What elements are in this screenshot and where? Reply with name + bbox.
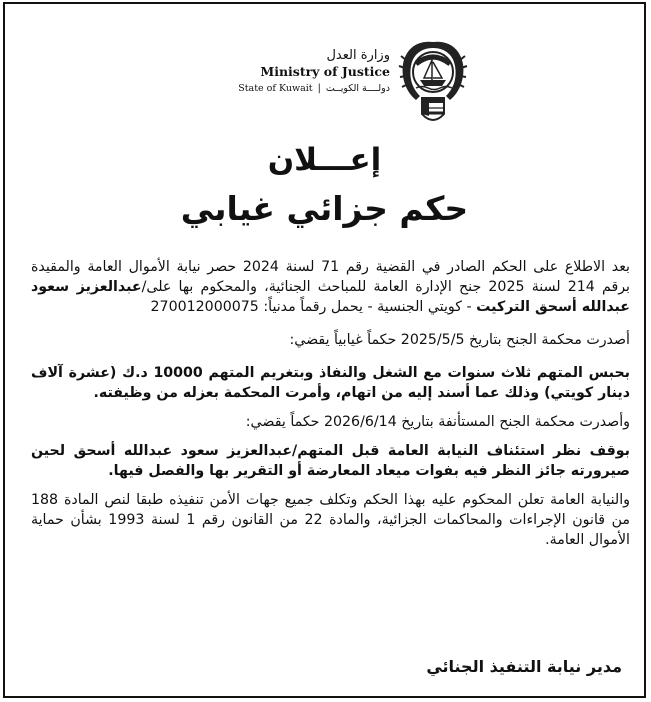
paragraph-appeal-ruling-intro: وأصدرت محكمة الجنح المستأنفة بتاريخ 2026/6/14 حكماً يقضي:: [245, 414, 630, 430]
paragraph-enforcement: والنيابة العامة تعلن المحكوم عليه بهذا الحكم وتكلف جميع جهات الأمن تنفيذه طبقا لنص المادة 188 من قانون الإجراءات والمحاكمات الجزائية، والمادة 22 من القانون رقم 1 لسنة 1993 بشأن حماية الأموال العامة.: [31, 492, 630, 548]
paragraph-case-reference: [31, 257, 630, 317]
appeal-ruling-text: بوقف نظر استئناف النيابة العامة قبل المتهم/: [292, 443, 631, 459]
kuwait-coat-of-arms-icon: [398, 36, 468, 130]
announcement-subtitle: حكم جزائي غيابي: [180, 189, 469, 228]
state-line: [238, 83, 390, 95]
state-name-ar: دولــــة الكويــت: [325, 83, 390, 94]
ministry-name-ar: وزارة العدل: [326, 48, 390, 63]
signature: مدير نيابة التنفيذ الجنائي: [426, 657, 622, 676]
paragraph-first-ruling: بحبس المتهم ثلاث سنوات مع الشغل والنفاذ وبتغريم المتهم 10000 د.ك (عشرة آلاف دينار كويتي) وذلك عما أسند إليه من اتهام، وأمرت المحكمة بعزله من وظيفته.: [31, 365, 630, 401]
appeal-defendant-name: عبدالعزيز سعود عبدالله أسحق: [73, 443, 293, 459]
case-reference-text: بعد الاطلاع على الحكم الصادر في القضية رقم 71 لسنة 2024 حصر نيابة الأموال العامة والمقيدة برقم 214 لسنة 2025 جنح الإدارة العامة للمباحث الجنائية، والمحكوم بها على/: [31, 259, 631, 295]
appeal-ruling-continuation: لحين صيرورته جائز النظر فيه بفوات ميعاد المعارضة أو التقرير بها والفصل فيها.: [31, 443, 630, 479]
announcement-page: [3, 2, 646, 698]
ministry-header: [190, 48, 390, 102]
defendant-details: - كويتي الجنسية - يحمل رقماً مدنياً: 270012000075: [150, 299, 472, 315]
defendant-name: عبدالعزيز سعود عبدالله أسحق التركيت: [31, 279, 630, 315]
state-name-en: State of Kuwait: [238, 83, 313, 94]
announcement-title: إعـــلان: [267, 142, 382, 178]
paragraph-first-ruling-intro: أصدرت محكمة الجنح بتاريخ 2025/5/5 حكماً غيابياً يقضي:: [289, 332, 630, 348]
paragraph-appeal-ruling: [31, 441, 630, 481]
state-separator: |: [317, 83, 321, 94]
announcement-body: [31, 257, 630, 550]
ministry-name-en: Ministry of Justice: [260, 64, 390, 79]
